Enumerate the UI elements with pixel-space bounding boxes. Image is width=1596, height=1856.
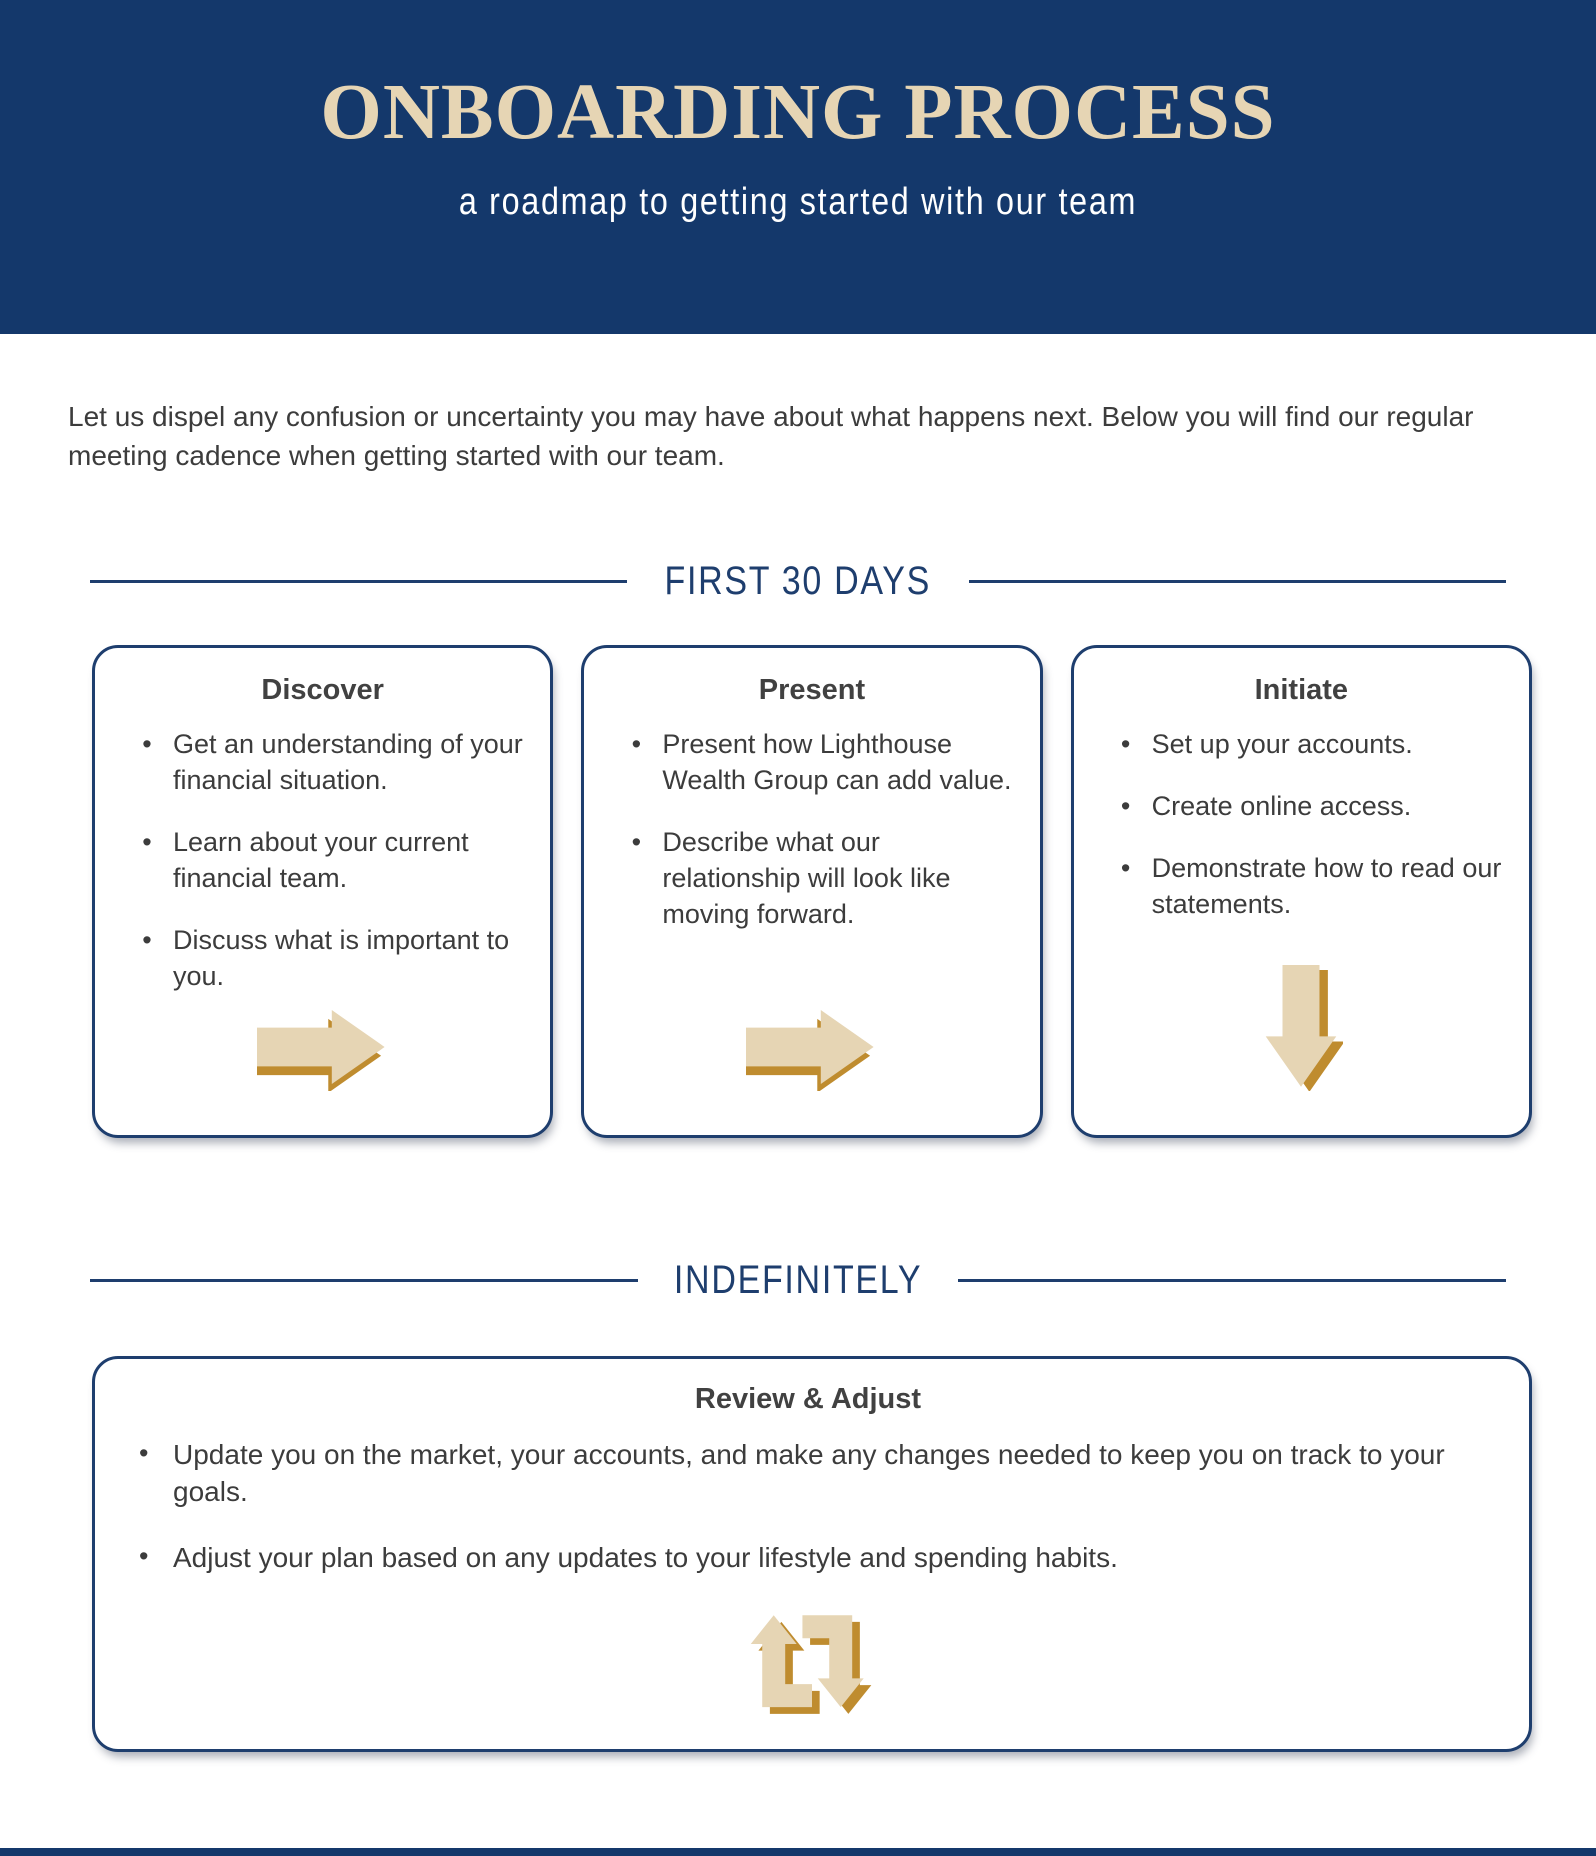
- divider-line-right: [969, 580, 1506, 583]
- right-arrow-icon: [95, 1003, 550, 1091]
- card-title-review-adjust: Review & Adjust: [694, 1383, 922, 1416]
- bullet-item: [121, 727, 524, 799]
- bullet-text: • Set up your accounts.: [1151, 729, 1413, 760]
- bullet-list: [129, 1436, 1487, 1576]
- bullet-item: [121, 923, 524, 995]
- bullet-text: • Adjust your plan based on any updates to your lifestyle and spending habits.: [173, 1541, 1118, 1573]
- bullet-item: [610, 825, 1013, 933]
- bullet-item: [1100, 727, 1503, 763]
- bullet-text: • Discuss what is important to you.: [173, 924, 510, 991]
- cycle-arrows-icon: [95, 1611, 1529, 1719]
- down-arrow-icon: [1074, 965, 1529, 1091]
- card-review-adjust: [92, 1356, 1532, 1752]
- bullet-item: [1100, 789, 1503, 825]
- first-30-days-cards-row: [92, 645, 1532, 1138]
- bullet-list: [121, 727, 524, 994]
- divider-label: INDEFINITELY: [673, 1258, 923, 1303]
- bullet-text: • Demonstrate how to read our statements.: [1151, 853, 1502, 919]
- bullet-text: • Describe what our relationship will look like moving forward.: [662, 827, 951, 929]
- page-title: ONBOARDING PROCESS: [320, 69, 1276, 156]
- footer-bar: [0, 1848, 1596, 1856]
- bullet-item: [129, 1539, 1487, 1576]
- intro-paragraph: Let us dispel any confusion or uncertainty you may have about what happens next. Below you will find our regular meeting cadence when getting started with our team.: [68, 401, 1474, 471]
- section-divider-indefinitely: [90, 1256, 1506, 1304]
- section-divider-first-30-days: [90, 557, 1506, 605]
- page-subtitle: a roadmap to getting started with our team: [458, 180, 1138, 223]
- card-title-initiate: Initiate: [1254, 674, 1349, 707]
- card-title-present: Present: [758, 674, 866, 707]
- divider-line-left: [90, 580, 627, 583]
- bullet-list: [610, 727, 1013, 933]
- right-arrow-icon: [584, 1003, 1039, 1091]
- card-present: [581, 645, 1042, 1138]
- divider-line-left: [90, 1279, 638, 1282]
- bullet-item: [1100, 851, 1503, 923]
- divider-line-right: [958, 1279, 1506, 1282]
- bullet-text: • Get an understanding of your financial situation.: [173, 729, 523, 796]
- divider-label: FIRST 30 DAYS: [664, 559, 932, 604]
- card-initiate: [1071, 645, 1532, 1138]
- card-discover: [92, 645, 553, 1138]
- bullet-text: • Present how Lighthouse Wealth Group can add value.: [662, 729, 1012, 796]
- bullet-item: [121, 825, 524, 897]
- header-banner: [0, 0, 1596, 334]
- bullet-text: • Learn about your current financial team.: [173, 827, 469, 893]
- card-title-discover: Discover: [261, 674, 384, 707]
- bullet-text: • Create online access.: [1151, 791, 1412, 822]
- bullet-list: [1100, 727, 1503, 923]
- bullet-text: • Update you on the market, your accounts, and make any changes needed to keep you on track to your goals.: [173, 1439, 1445, 1508]
- bullet-item: [129, 1436, 1487, 1510]
- bullet-item: [610, 727, 1013, 799]
